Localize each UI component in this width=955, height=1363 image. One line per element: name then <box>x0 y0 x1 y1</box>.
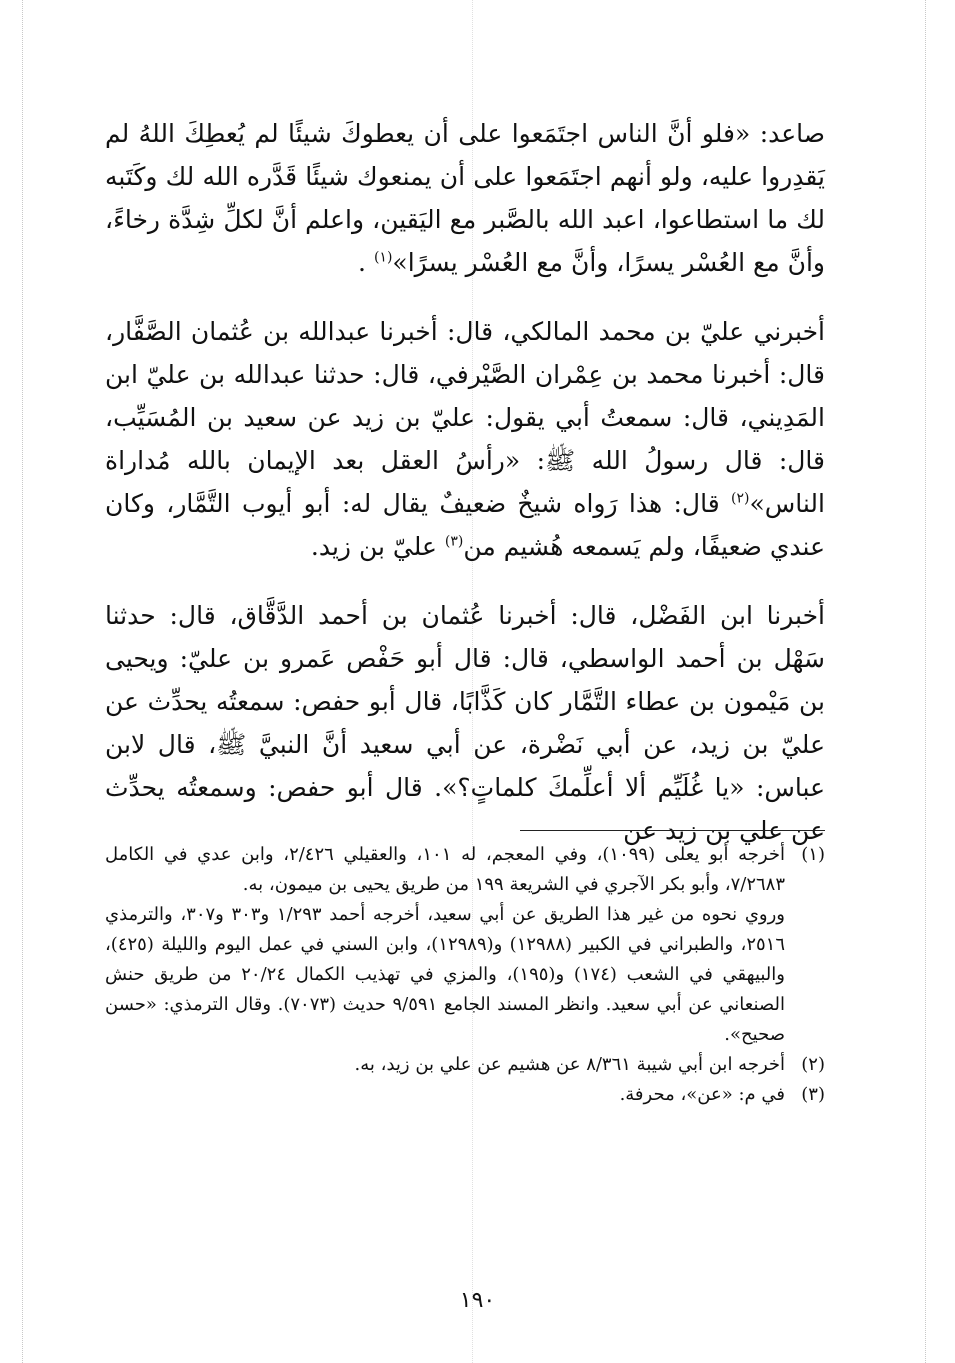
footnotes <box>105 840 825 1110</box>
paragraph: أخبرني عليّ بن محمد المالكي، قال: أخبرنا عبدالله بن عُثمان الصَّفَّار، قال: أخبرنا محمد بن عِمْران الصَّيْرفي، قال: حدثنا عبدالله بن عليّ ابن المَدِيني، قال: سمعتُ أبي يقول: عليّ بن زيد عن سعيد بن المُسَيِّب، قال: قال رسولُ الله ﷺ: «رأسُ العقل بعد الإيمان بالله مُداراة الناس»$^{(٢)}$ قال: هذا رَواه شيخٌ ضعيفٌ يقال له: أبو أيوب التَّمَّار، وكان عندي ضعيفًا، ولم يَسمعه هُشيم من$^{(٣)}$ عليّ بن زيد. <box>105 317 825 561</box>
footnote-separator <box>520 830 825 831</box>
footnote-ref[interactable]: (٣) <box>444 533 464 550</box>
footnote-number: (٢) <box>801 1054 825 1075</box>
footnote-text: أخرجه ابن أبي شيبة ٨/٣٦١ عن هشيم عن علي بن زيد، به. <box>354 1054 785 1075</box>
footnote <box>105 840 825 900</box>
main-text <box>105 112 825 852</box>
footnote-ref[interactable]: (٢) <box>730 490 750 507</box>
footnote-continuation: وروي نحوه من غير هذا الطريق عن أبي سعيد، أخرجه أحمد ١/٢٩٣ و٣٠٣ و٣٠٧، والترمذي ٢٥١٦، والطبراني في الكبير (١٢٩٨٨) و(١٢٩٨٩)، وابن السني في عمل اليوم والليلة (٤٢٥)، والبيهقي في الشعب (١٧٤) و(١٩٥)، والمزي في تهذيب الكمال ٢٠/٢٤ من طريق حنش الصنعاني عن أبي سعيد. وانظر المسند الجامع ٩/٥٩١ حديث (٧٠٧٣). وقال الترمذي: «حسن صحيح». <box>105 904 785 1045</box>
paragraph: أخبرنا ابن الفَضْل، قال: أخبرنا عُثمان بن أحمد الدَّقَّاق، قال: حدثنا سَهْل بن أحمد الواسطي، قال: قال أبو حَفْص عَمرو بن عليّ: ويحيى بن مَيْمون بن عطاء التَّمَّار كان كَذَّابًا، قال أبو حفص: سمعتُه يحدِّث عن عليّ بن زيد، عن أبي نَضْرة، عن أبي سعيد أنَّ النبيَّ ﷺ، قال لابن عباس: «يا غُلَيِّم ألا أعلِّمكَ كلماتٍ؟». قال أبو حفص: وسمعتُه يحدِّث عن علي بن زيد عن <box>105 601 825 845</box>
footnote-text: في م: «عن»، محرفة. <box>619 1084 785 1105</box>
footnote-text: أخرجه أبو يعلى (١٠٩٩)، وفي المعجم، له ١٠١، والعقيلي ٢/٤٢٦، وابن عدي في الكامل ٧/٢٦٨٣، وأبو بكر الآجري في الشريعة ١٩٩ من طريق يحيى بن ميمون، به. <box>105 844 785 895</box>
footnote-number: (٣) <box>801 1084 825 1105</box>
footnote <box>105 1050 825 1080</box>
footnote-ref[interactable]: (١) <box>373 249 393 266</box>
scan-dotted-line <box>22 0 23 1363</box>
page-number: ١٩٠ <box>459 1288 496 1313</box>
paragraph: صاعد: «فلو أنَّ الناس اجتَمَعوا على أن يعطوكَ شيئًا لم يُعطِكَ اللهُ لم يَقدِروا عليه، ولو أنهم اجتَمَعوا على أن يمنعوك شيئًا قَدَّره الله لك وكَتَبه لك ما استطاعوا، اعبد الله بالصَّبر مع اليَقين، واعلم أنَّ لكلِّ شِدَّة رخاءً، وأنَّ مع العُسْر يسرًا، وأنَّ مع العُسْر يسرًا»$^{(١)}$ . <box>105 119 825 277</box>
scan-dotted-line <box>925 0 926 1363</box>
footnote <box>105 1080 825 1110</box>
footnote-number: (١) <box>801 844 825 865</box>
